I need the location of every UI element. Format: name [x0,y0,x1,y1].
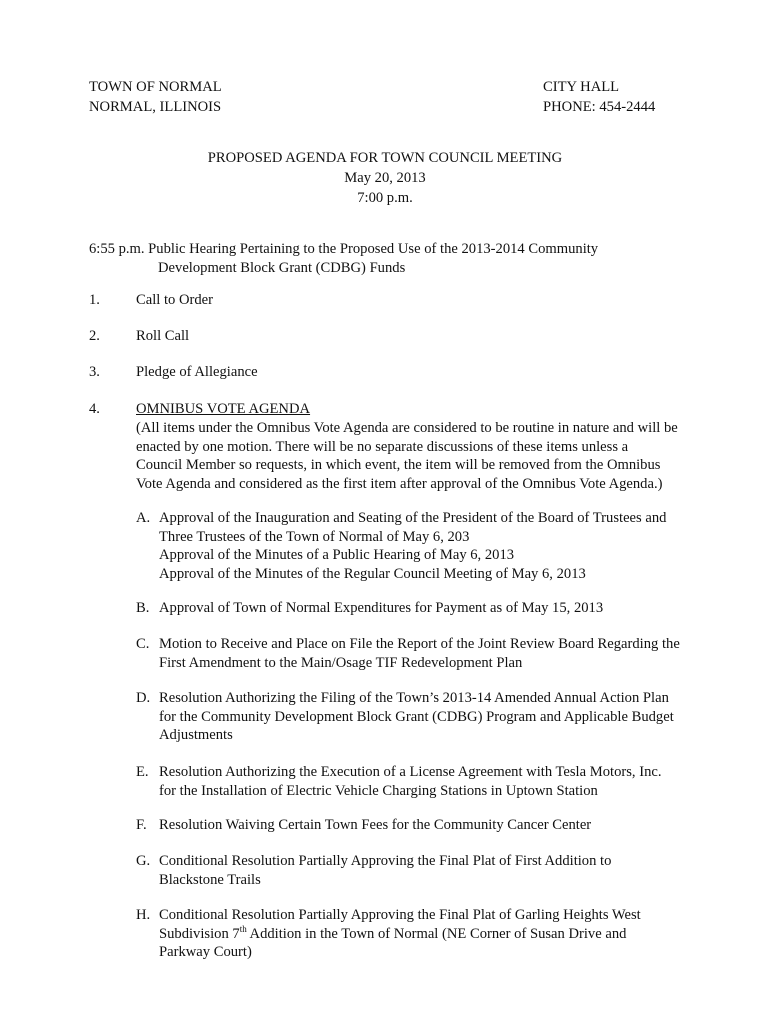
meeting-date: May 20, 2013 [344,170,426,186]
subitem-line: Blackstone Trails [159,871,261,888]
ordinal-suffix: th [239,923,247,934]
subitem-text: Subdivision 7 [159,925,240,942]
item-omnibus-heading: OMNIBUS VOTE AGENDA [136,401,311,417]
subitem-f [136,816,681,835]
item-roll-call: Roll Call [136,328,190,344]
omnibus-note-line: Vote Agenda and considered as the first item after approval of the Omnibus Vote Agenda.) [136,475,663,492]
header-right [543,77,655,117]
subitem-line: Parkway Court) [159,944,252,960]
omnibus-note-line: Council Member so requests, in which event, the item will be removed from the Omnibus [136,457,661,473]
subitem-letter: A. [136,510,151,526]
subitem-letter: G. [136,853,151,869]
subitem-line [159,925,681,944]
meeting-time: 7:00 p.m. [357,190,413,206]
item-number-1: 1. [89,292,100,308]
subitem-line: Approval of the Inauguration and Seating of the President of the Board of Trustees and [159,510,667,526]
header-left [89,77,222,117]
subitem-c [136,635,681,672]
subitem-a [136,509,681,583]
subitem-line: Approval of Town of Normal Expenditures for Payment as of May 15, 2013 [159,600,604,616]
public-hearing-item [89,240,689,278]
subitem-line: Conditional Resolution Partially Approving the Final Plat of Garling Heights West [159,907,641,923]
subitem-line: Motion to Receive and Place on File the Report of the Joint Review Board Regarding the [159,636,680,652]
item-number-4: 4. [89,401,100,417]
item-number-2: 2. [89,328,100,344]
town-location: NORMAL, ILLINOIS [89,99,222,115]
subitem-line: Approval of the Minutes of a Public Hearing of May 6, 2013 [159,547,515,563]
subitem-letter: H. [136,907,151,923]
subitem-letter: C. [136,636,150,652]
public-hearing-line1: 6:55 p.m. Public Hearing Pertaining to the Proposed Use of the 2013-2014 Community [89,241,599,257]
omnibus-note [136,419,681,493]
subitem-letter: E. [136,764,149,780]
subitem-line: Resolution Authorizing the Execution of a License Agreement with Tesla Motors, Inc. [159,764,662,780]
subitem-d [136,689,681,745]
subitem-h [136,906,681,962]
item-pledge: Pledge of Allegiance [136,364,258,380]
subitem-letter: B. [136,600,150,616]
omnibus-note-line: enacted by one motion. There will be no separate discussions of these items unless a [136,438,629,455]
omnibus-note-line: (All items under the Omnibus Vote Agenda are considered to be routine in nature and will be [136,420,678,436]
subitem-line: First Amendment to the Main/Osage TIF Redevelopment Plan [159,654,523,671]
subitem-line: Three Trustees of the Town of Normal of May 6, 203 [159,528,470,545]
subitem-text: Addition in the Town of Normal (NE Corner of Susan Drive and [246,925,627,942]
subitem-b [136,599,681,618]
subitem-line: Resolution Authorizing the Filing of the Town’s 2013-14 Amended Annual Action Plan [159,690,669,706]
city-hall-label: CITY HALL [543,79,620,95]
town-name: TOWN OF NORMAL [89,79,222,95]
subitem-line: for the Community Development Block Grant (CDBG) Program and Applicable Budget [159,708,674,725]
public-hearing-line2: Development Block Grant (CDBG) Funds [158,260,406,276]
item-number-3: 3. [89,364,100,380]
subitem-line: for the Installation of Electric Vehicle Charging Stations in Uptown Station [159,782,598,799]
subitem-line: Approval of the Minutes of the Regular Council Meeting of May 6, 2013 [159,565,586,582]
agenda-title [0,148,770,208]
subitem-letter: F. [136,817,147,833]
phone-number: PHONE: 454-2444 [543,99,656,115]
subitem-letter: D. [136,690,151,706]
subitem-g [136,852,681,889]
item-call-to-order: Call to Order [136,292,214,308]
subitem-line: Conditional Resolution Partially Approving the Final Plat of First Addition to [159,853,612,869]
subitem-line: Adjustments [159,727,233,743]
subitem-line: Resolution Waiving Certain Town Fees for the Community Cancer Center [159,817,592,833]
title-heading: PROPOSED AGENDA FOR TOWN COUNCIL MEETING [207,150,563,166]
subitem-e [136,763,681,800]
